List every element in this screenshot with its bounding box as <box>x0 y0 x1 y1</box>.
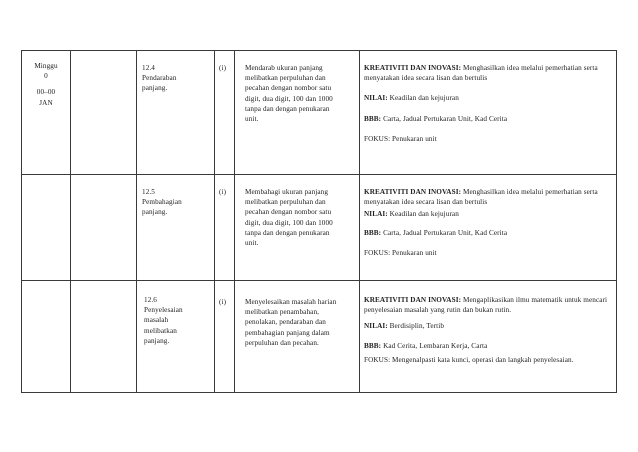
kreativiti-label: KREATIVITI DAN INOVASI: <box>364 296 462 304</box>
week-cell <box>22 281 71 393</box>
subcode-cell <box>215 281 235 393</box>
bbb-text: Carta, Jadual Pertukaran Unit, Kad Cerita <box>381 114 508 123</box>
bbb-note <box>364 114 610 124</box>
bbb-text: Carta, Jadual Pertukaran Unit, Kad Cerita <box>381 228 508 237</box>
empty-cell <box>71 281 137 393</box>
standard-line: melibatkan perpuluhan dan <box>245 198 326 207</box>
kreativiti-text: Menghasilkan idea melalui pemerhatian serta <box>461 188 598 196</box>
nilai-text: Keadilan dan kejujuran <box>387 210 459 219</box>
standard-cell <box>235 51 360 175</box>
kreativiti-text: Menghasilkan idea melalui pemerhatian serta <box>461 64 598 72</box>
standard-cell <box>235 175 360 281</box>
standard-line: Mendarab ukuran panjang <box>245 64 323 72</box>
topic-line: melibatkan <box>144 326 177 335</box>
table-row <box>22 281 617 393</box>
standard-line: melibatkan penambahan, <box>245 308 320 317</box>
kreativiti-text-2: penyelesaian masalah yang rutin dan bukan rutin. <box>364 306 512 315</box>
bbb-note <box>364 228 610 238</box>
empty-cell <box>71 175 137 281</box>
nilai-text: Berdisiplin, Tertib <box>387 322 445 331</box>
week-cell <box>22 175 71 281</box>
table-row <box>22 175 617 281</box>
topic-cell <box>137 175 215 281</box>
bbb-note <box>364 341 610 351</box>
kreativiti-note <box>364 187 610 207</box>
kreativiti-text-2: menyatakan idea secara lisan dan bertulis <box>364 198 488 207</box>
topic-code: 12.4 <box>142 64 155 72</box>
standard-line: pembahagian panjang dalam <box>245 328 330 337</box>
week-label: Minggu <box>34 62 58 70</box>
kreativiti-label: KREATIVITI DAN INOVASI: <box>364 188 462 196</box>
topic-line: Penyelesaian <box>144 306 183 315</box>
subcode-cell <box>215 175 235 281</box>
nilai-note <box>364 321 610 331</box>
nilai-note <box>364 209 610 219</box>
week-cell <box>22 51 71 175</box>
nilai-text: Keadilan dan kejujuran <box>387 94 459 103</box>
standard-line: penolakan, pendaraban dan <box>245 318 326 327</box>
kreativiti-label: KREATIVITI DAN INOVASI: <box>364 64 462 72</box>
standard-line: unit. <box>245 115 259 124</box>
week-date: 00–00 <box>36 88 56 97</box>
kreativiti-text: Mengaplikasikan ilmu matematik untuk mencari <box>461 296 608 304</box>
notes-cell <box>360 281 617 393</box>
nilai-note <box>364 93 610 103</box>
standard-line: digit, dua digit, 100 dan 1000 <box>245 218 333 227</box>
standard-line: tanpa dan dengan penukaran <box>245 104 330 113</box>
subcode-cell <box>215 51 235 175</box>
standard-line: unit. <box>245 239 259 248</box>
topic-line: panjang. <box>142 84 168 93</box>
table-row <box>22 51 617 175</box>
fokus-note: FOKUS: Mengenalpasti kata kunci, operasi dan langkah penyelesaian. <box>364 355 574 364</box>
nilai-label: NILAI: <box>364 210 388 219</box>
standard-line: Menyelesaikan masalah harian <box>245 298 337 306</box>
topic-line: masalah <box>144 316 169 325</box>
standard-line: Membahagi ukuran panjang <box>245 188 329 196</box>
topic-line: Pendaraban <box>142 74 177 83</box>
standard-line: digit, dua digit, 100 dan 1000 <box>245 94 333 103</box>
week-month: JAN <box>39 98 53 107</box>
standard-line: perpuluhan dan pecahan. <box>245 338 319 347</box>
kreativiti-note <box>364 295 610 315</box>
standard-line: pecahan dengan nombor satu <box>245 84 332 93</box>
sub-code: (i) <box>219 64 227 72</box>
topic-cell <box>137 51 215 175</box>
sub-code: (i) <box>219 188 227 196</box>
bbb-label: BBB: <box>364 228 382 237</box>
bbb-label: BBB: <box>364 341 382 350</box>
fokus-note: FOKUS: Penukaran unit <box>364 248 437 257</box>
topic-line: panjang. <box>144 336 170 345</box>
kreativiti-text-2: menyatakan idea secara lisan dan bertulis <box>364 74 488 83</box>
bbb-label: BBB: <box>364 114 382 123</box>
fokus-note: FOKUS: Penukaran unit <box>364 134 437 143</box>
topic-code: 12.6 <box>144 296 157 304</box>
notes-cell <box>360 175 617 281</box>
topic-line: Pembahagian <box>142 198 182 207</box>
kreativiti-note <box>364 63 610 83</box>
topic-cell <box>137 281 215 393</box>
lesson-plan-table <box>21 50 617 393</box>
nilai-label: NILAI: <box>364 94 388 103</box>
topic-line: panjang. <box>142 208 168 217</box>
standard-line: tanpa dan dengan penukaran <box>245 228 330 237</box>
bbb-text: Kad Cerita, Lembaran Kerja, Carta <box>381 341 488 350</box>
nilai-label: NILAI: <box>364 322 388 331</box>
empty-cell <box>71 51 137 175</box>
notes-cell <box>360 51 617 175</box>
week-number: 0 <box>44 72 48 81</box>
sub-code: (i) <box>219 298 227 306</box>
topic-code: 12.5 <box>142 188 155 196</box>
standard-line: melibatkan perpuluhan dan <box>245 74 326 83</box>
standard-line: pecahan dengan nombor satu <box>245 208 332 217</box>
standard-cell <box>235 281 360 393</box>
